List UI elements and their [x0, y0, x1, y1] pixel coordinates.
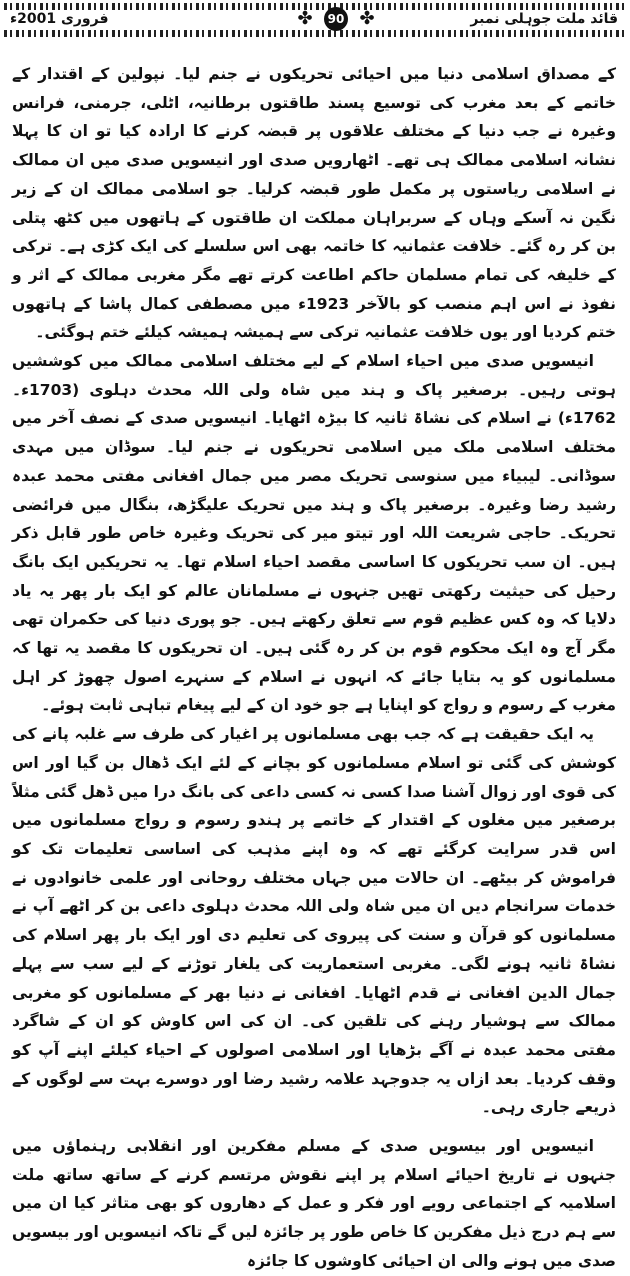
page-number: 90: [324, 7, 348, 31]
header-magazine-title: قائد ملت جوہلی نمبر: [470, 11, 618, 27]
header-issue-date: فروری 2001ء: [10, 11, 109, 27]
ornament-icon: ✤: [359, 8, 375, 29]
paragraph: کے مصداق اسلامی دنیا میں احیائی تحریکوں نے جنم لیا۔ نپولین کے اقتدار کے خاتمے کے بعد مغرب کی توسیع پسند طاقتوں برطانیہ، اٹلی، جرمنی، فرانس وغیرہ نے جب دنیا کے مختلف علاقوں پر قبضہ کرنے کا ارادہ کیا تو ان کا پہلا نشانہ اسلامی ممالک ہی تھے۔ اٹھارویں صدی اور انیسویں صدی میں ان ممالک نے اسلامی ریاستوں پر مکمل طور قبضہ کرلیا۔ جو اسلامی ممالک ان کے زیر نگین نہ آسکے وہاں کے سربراہان مملکت ان طاقتوں کے ہاتھوں میں کٹھ پتلی بن کر رہ گئے۔ خلافت عثمانیہ کا خاتمہ بھی اس سلسلے کی ایک کڑی ہے۔ ترکی کے خلیفہ کی تمام مسلمان حاکم اطاعت کرتے تھے مگر مغربی ممالک کے اثر و نفوذ نے اس اہم منصب کو بالآخر 1923ء میں مصطفی کمال پاشا کے ہاتھوں ختم کردیا اور یوں خلافت عثمانیہ ترکی سے ہمیشہ ہمیشہ کیلئے ختم ہوگئی۔: [12, 65, 616, 342]
ornament-icon: ✤: [297, 8, 313, 29]
paragraph-gap: [12, 1122, 616, 1132]
paragraph: یہ ایک حقیقت ہے کہ جب بھی مسلمانوں پر اغیار کی طرف سے غلبہ پانے کی کوشش کی گئی تو اسلام مسلمانوں کو بچانے کے لئے ایک ڈھال بن گیا اور اس کی قوی اور زوال آشنا صدا کسی نہ کسی داعی کی بانگ درا میں ڈھل گئی مثلاً برصغیر میں مغلوں کے اقتدار کے خاتمے پر ہندو رسوم و رواج مسلمانوں میں اس قدر سرایت کرگئے تھے کہ وہ اپنے مذہب کی اساسی تعلیمات تک کو فراموش کر بیٹھے۔ ان حالات میں جہاں مختلف روحانی اور علمی خانوادوں نے خدمات سرانجام دیں ان میں شاہ ولی اللہ محدث دہلوی داعی بن کر اٹھے آپ نے مسلمانوں کو قرآن و سنت کی پیروی کی تعلیم دی اور ایک بار پھر اسلام کی نشاۃ ثانیہ ہونے لگی۔ مغربی استعماریت کی یلغار توڑنے کے لیے سب سے پہلے جمال الدین افغانی نے قدم اٹھایا۔ افغانی نے دنیا بھر کے مسلمانوں کو مغربی ممالک سے ہوشیار رہنے کی تلقین کی۔ ان کی اس کاوش کو ان کے شاگرد مفتی محمد عبدہ نے آگے بڑھایا اور اسلامی اصولوں کے احیاء کیلئے اپنے آپ کو وقف کردیا۔ بعد ازاں یہ جدوجہد علامہ رشید رضا اور دوسرے بہت سے لوگوں کے ذریعے جاری رہی۔: [12, 725, 616, 1117]
header-border-bottom: [4, 30, 626, 37]
article-body: [12, 60, 616, 1276]
page-header: [4, 3, 626, 37]
paragraph: انیسویں صدی میں احیاء اسلام کے لیے مختلف اسلامی ممالک میں کوششیں ہوتی رہیں۔ برصغیر پاک و ہند میں شاہ ولی اللہ محدث دہلوی (1703ء۔ 1762ء) نے اسلام کی نشاۃ ثانیہ کا بیڑہ اٹھایا۔ انیسویں صدی کے نصف آخر میں مختلف اسلامی ملک میں اسلامی تحریکوں نے جنم لیا۔ سوڈان میں مہدی سوڈانی۔ لیبیاء میں سنوسی تحریک مصر میں جمال افغانی مفتی محمد عبدہ رشید رضا وغیرہ۔ برصغیر پاک و ہند میں تحریک علیگڑھ، بنگال میں فرائضی تحریک۔ حاجی شریعت اللہ اور تیتو میر کی تحریک وغیرہ خاص طور قابل ذکر ہیں۔ ان سب تحریکوں کا اساسی مقصد احیاء اسلام تھا۔ یہ تحریکیں ایک بانگ رحیل کی حیثیت رکھتی تھیں جنہوں نے مسلمانان عالم کو ایک بار پھر یہ یاد دلایا کہ وہ کس عظیم قوم سے تعلق رکھتے ہیں۔ جو پوری دنیا کی حکمران تھی مگر آج وہ ایک محکوم قوم بن کر رہ گئی ہیں۔ ان تحریکوں کا مقصد یہ تھا کہ مسلمانوں کو یہ بتایا جائے کہ انہوں نے اسلام کے سنہرے اصول چھوڑ کر اہل مغرب کے رسوم و رواج کو اپنایا ہے جو خود ان کے لیے پیغام تباہی ثابت ہوئے۔: [12, 352, 616, 715]
paragraph: انیسویں اور بیسویں صدی کے مسلم مفکرین اور انقلابی رہنماؤں میں جنہوں نے تاریخ احیائے اسلام پر اپنے نقوش مرتسم کرنے کے ساتھ ساتھ ملت اسلامیہ کے اجتماعی رویے اور فکر و عمل کے دھاروں کو بھی متاثر کیا ان میں سے ہم درج ذیل مفکرین کا خاص طور پر جائزہ لیں گے تاکہ انیسویں اور بیسویں صدی میں ہونے والی ان احیائی کاوشوں کا جائزہ: [12, 1137, 616, 1270]
